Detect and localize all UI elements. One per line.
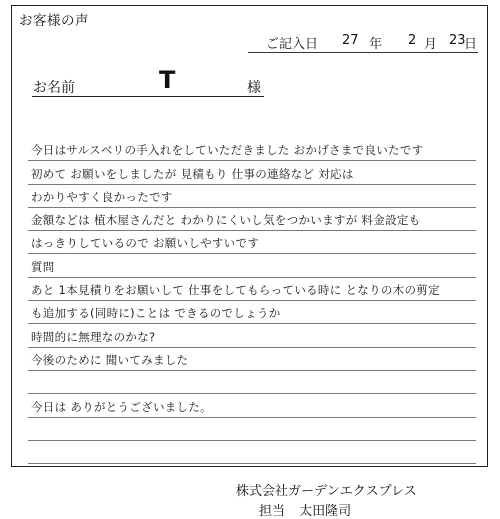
name-label: お名前: [33, 80, 75, 96]
staff-label: 担当: [259, 504, 286, 519]
comment-line: [28, 278, 476, 301]
form-title: お客様の声: [19, 13, 89, 29]
comment-line: [28, 161, 476, 184]
staff-name: 太田隆司: [299, 504, 352, 519]
date-label: ご記入日: [266, 37, 319, 52]
comment-line-text: 質問: [31, 259, 55, 274]
comment-line-text: はっきりしているので お願いしやすいです: [31, 236, 260, 251]
comment-lines: [28, 138, 476, 464]
date-year-unit: 年: [369, 37, 383, 52]
comment-line-text: わかりやすく良かったです: [31, 189, 173, 204]
comment-line: [28, 138, 476, 161]
comment-line: [28, 208, 476, 231]
comment-line: [28, 418, 476, 441]
company-name: 株式会社ガーデンエクスプレス: [236, 484, 417, 499]
comment-line: [28, 348, 476, 371]
customer-voice-form: [11, 5, 488, 467]
date-field: [248, 30, 478, 53]
comment-line-text: あと 1本見積りをお願いして 仕事をしてもらっている時に となりの木の剪定: [31, 283, 440, 298]
date-month-unit: 月: [424, 37, 438, 52]
name-value: T: [159, 66, 176, 94]
name-suffix: 様: [247, 80, 261, 96]
date-year: 27: [342, 33, 359, 48]
comment-line-text: 今後のために 聞いてみました: [31, 352, 189, 367]
comment-line-text: 初めて お願いをしましたが 見積もり 仕事の連絡など 対応は: [31, 166, 354, 181]
date-day: 23: [449, 33, 466, 48]
comment-line: [28, 301, 476, 324]
comment-line: [28, 324, 476, 347]
comment-line: [28, 394, 476, 417]
date-day-unit: 日: [464, 37, 478, 52]
staff-signature: [259, 500, 361, 519]
date-month: 2: [408, 33, 417, 48]
comment-line-text: 時間的に無理なのかな?: [31, 329, 156, 344]
comment-line-text: 今日はサルスベリの手入れをしていただきました おかげさまで良いたです: [31, 143, 424, 158]
comment-line-text: 金額などは 植木屋さんだと わかりにくいし気をつかいますが 料金設定も: [31, 213, 421, 228]
comment-line: [28, 231, 476, 254]
comment-line: [28, 254, 476, 277]
comment-line: [28, 371, 476, 394]
comment-line-text: 今日は ありがとうございました。: [31, 399, 212, 414]
comment-line-text: も追加する(同時に)ことは できるのでしょうか: [31, 306, 281, 321]
comment-line: [28, 185, 476, 208]
name-field: [32, 66, 264, 97]
comment-line: [28, 441, 476, 464]
